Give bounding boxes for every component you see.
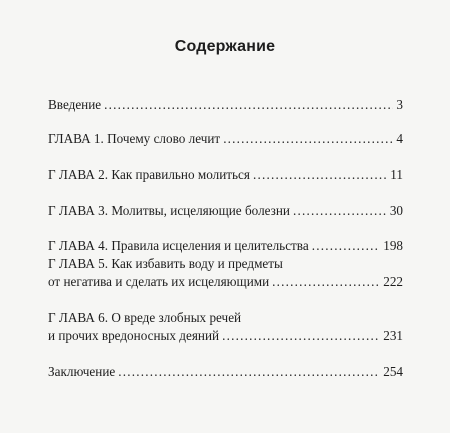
toc-entry-title: Г ЛАВА 4. Правила исцеления и целительства	[48, 238, 309, 253]
toc-page-number: 30	[389, 203, 403, 218]
toc-line	[48, 202, 403, 220]
toc-entry-chapter-6	[48, 309, 403, 345]
dot-leader	[253, 166, 387, 184]
contents-heading: Содержание	[174, 38, 276, 55]
dot-leader	[272, 273, 380, 291]
toc-entry-title-line: Г ЛАВА 6. О вреде злобных речей	[48, 310, 242, 325]
toc-page-number: 3	[396, 97, 403, 112]
toc-entry-introduction	[48, 96, 403, 114]
dot-leader	[222, 327, 380, 345]
toc-entry-chapter-3	[48, 202, 403, 220]
toc-line	[48, 237, 403, 255]
dot-leader	[223, 130, 393, 148]
toc-entry-title: ГЛАВА 1. Почему слово лечит	[48, 131, 221, 146]
toc-entry-chapter-1	[48, 130, 403, 148]
toc-entry-chapter-5	[48, 255, 403, 291]
toc-page-number: 4	[396, 131, 403, 146]
toc-entry-chapter-2	[48, 166, 403, 184]
toc-entry-title: от негатива и сделать их исцеляющими	[48, 274, 270, 289]
toc-entry-title: и прочих вредоносных деяний	[48, 328, 220, 343]
toc-line	[48, 130, 403, 148]
toc-line	[48, 273, 403, 291]
dot-leader	[104, 96, 393, 114]
toc-entry-title: Г ЛАВА 2. Как правильно молиться	[48, 167, 250, 182]
toc-entry-conclusion	[48, 363, 403, 381]
toc-entry-title-line: Г ЛАВА 5. Как избавить воду и предметы	[48, 256, 283, 271]
toc-page-number: 222	[383, 274, 403, 289]
toc-page-number: 198	[383, 238, 403, 253]
toc-line	[48, 96, 403, 114]
toc-entry-title: Г ЛАВА 3. Молитвы, исцеляющие болезни	[48, 203, 290, 218]
dot-leader	[118, 363, 380, 381]
toc-line	[48, 363, 403, 381]
dot-leader	[312, 237, 381, 255]
toc-page-number: 231	[383, 328, 403, 343]
toc-entry-chapter-4	[48, 237, 403, 255]
toc-entry-title: Заключение	[48, 364, 116, 379]
toc-line	[48, 327, 403, 345]
toc-page-number: 11	[390, 167, 403, 182]
dot-leader	[293, 202, 387, 220]
toc-line	[48, 166, 403, 184]
toc-page-number: 254	[383, 364, 403, 379]
toc-entry-title: Введение	[48, 97, 102, 112]
